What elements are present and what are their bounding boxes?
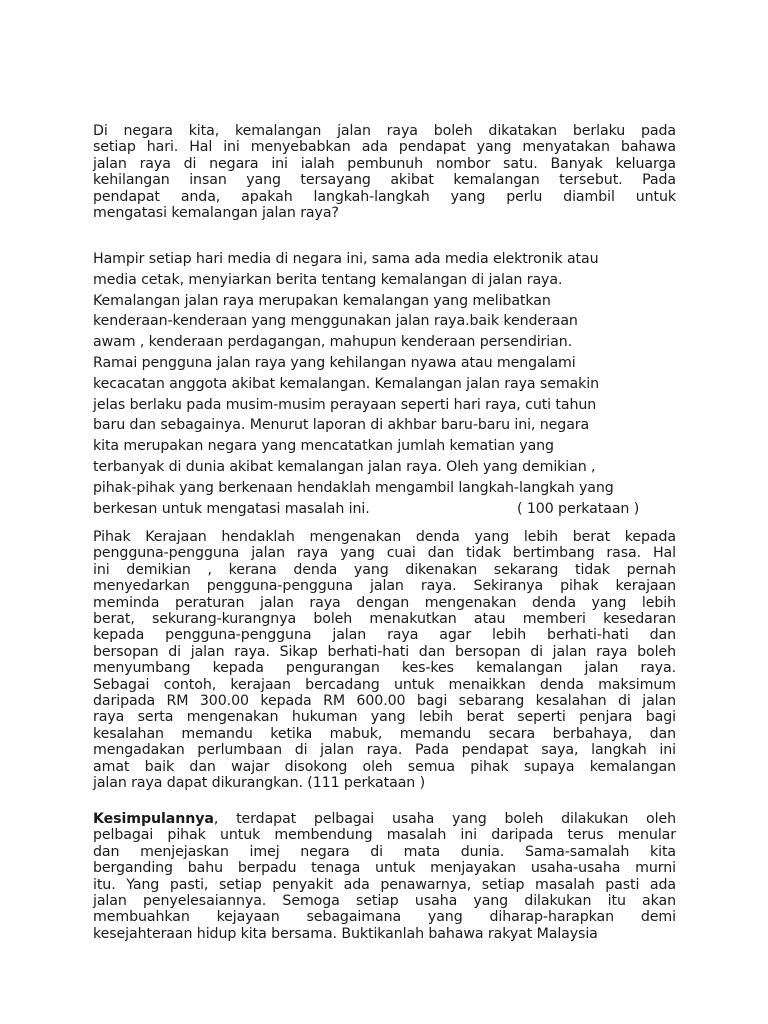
text-line-content: , terdapat pelbagai usaha yang boleh dilakukan oleh [213,811,676,827]
intro-paragraph [93,123,676,221]
text-line: menyumbang kepada pengurangan kes-kes kemalangan jalan raya. [93,660,676,677]
word-count: ( 100 perkataan ) [517,500,640,517]
text-line: dan menjejaskan imej negara di mata dunia. Sama-samalah kita [93,843,676,860]
text-line: terbanyak di dunia akibat kemalangan jalan raya. Oleh yang demikian , [93,458,596,475]
text-line [93,499,676,520]
text-line: baru dan sebagainya. Menurut laporan di akhbar baru-baru ini, negara [93,417,590,434]
text-line: daripada RM 300.00 kepada RM 600.00 bagi sebarang kesalahan di jalan [93,693,676,710]
text-line: awam , kenderaan perdagangan, mahupun kenderaan persendirian. [93,334,573,351]
text-line: jalan penyelesaiannya. Semoga setiap usaha yang dilakukan itu akan [93,893,676,910]
text-line: setiap hari. Hal ini menyebabkan ada pendapat yang menyatakan bahawa [93,139,676,156]
text-line: berganding bahu berpadu tenaga untuk menjayakan usaha-usaha murni [93,860,676,877]
text-line: pengguna-pengguna jalan raya yang cuai dan tidak bertimbang rasa. Hal [93,545,676,562]
text-line: amat baik dan wajar disokong oleh semua pihak supaya kemalangan [93,758,676,775]
text-line: kita merupakan negara yang mencatatkan jumlah kematian yang [93,438,554,455]
text-line: jelas berlaku pada musim-musim perayaan seperti hari raya, cuti tahun [93,396,597,413]
text-line: bersopan di jalan raya. Sikap berhati-hati dan bersopan di jalan raya boleh [93,643,676,660]
text-line: jalan raya dapat dikurangkan. (111 perkataan ) [93,775,426,792]
text-line: itu. Yang pasti, setiap penyakit ada penawarnya, setiap masalah pasti ada [93,876,676,893]
text-line: kecacatan anggota akibat kemalangan. Kemalangan jalan raya semakin [93,375,599,392]
conclusion-paragraph [93,811,676,942]
conclusion-lead: Kesimpulannya [93,811,214,827]
text-line: Ramai pengguna jalan raya yang kehilangan nyawa atau mengalami [93,354,576,371]
text-line: kenderaan-kenderaan yang menggunakan jalan raya.baik kenderaan [93,313,578,330]
text-line: kepada pengguna-pengguna jalan raya agar lebih berhati-hati dan [93,627,676,644]
text-line: jalan raya di negara ini ialah pembunuh nombor satu. Banyak keluarga [93,155,676,172]
text-line: kesejahteraan hidup kita bersama. Buktikanlah bahawa rakyat Malaysia [93,925,598,942]
text-line: pihak-pihak yang berkenaan hendaklah mengambil langkah-langkah yang [93,479,614,496]
text-line: pendapat anda, apakah langkah-langkah yang perlu diambil untuk [93,188,676,205]
background-paragraph [93,249,676,519]
text-line: meminda peraturan jalan raya dengan mengenakan denda yang lebih [93,594,676,611]
text-line-content: berkesan untuk mengatasi masalah ini. [93,500,370,517]
text-line: media cetak, menyiarkan berita tentang kemalangan di jalan raya. [93,271,563,288]
text-line: membuahkan kejayaan sebagaimana yang diharap-harapkan demi [93,909,676,926]
text-line: ini demikian , kerana denda yang dikenakan sekarang tidak pernah [93,561,676,578]
text-line: mengatasi kemalangan jalan raya? [93,205,339,222]
text-line: pelbagai pihak untuk membendung masalah ini daripada terus menular [93,827,676,844]
text-line [93,811,676,827]
text-line: berat, sekurang-kurangnya boleh menakutkan atau memberi kesedaran [93,611,676,628]
text-line: kehilangan insan yang tersayang akibat kemalangan tersebut. Pada [93,172,676,189]
text-line: menyedarkan pengguna-pengguna jalan raya. Sekiranya pihak kerajaan [93,578,676,595]
text-line: kesalahan memandu ketika mabuk, memandu secara berbahaya, dan [93,725,676,742]
argument-paragraph [93,529,676,792]
text-line: Kemalangan jalan raya merupakan kemalangan yang melibatkan [93,292,551,309]
text-line: Pihak Kerajaan hendaklah mengenakan denda yang lebih berat kepada [93,529,676,545]
text-line: Di negara kita, kemalangan jalan raya boleh dikatakan berlaku pada [93,123,676,139]
text-line: Hampir setiap hari media di negara ini, sama ada media elektronik atau [93,251,599,267]
text-line: Sebagai contoh, kerajaan bercadang untuk menaikkan denda maksimum [93,676,676,693]
text-line: mengadakan perlumbaan di jalan raya. Pada pendapat saya, langkah ini [93,742,676,759]
text-line: raya serta mengenakan hukuman yang lebih berat seperti penjara bagi [93,709,676,726]
